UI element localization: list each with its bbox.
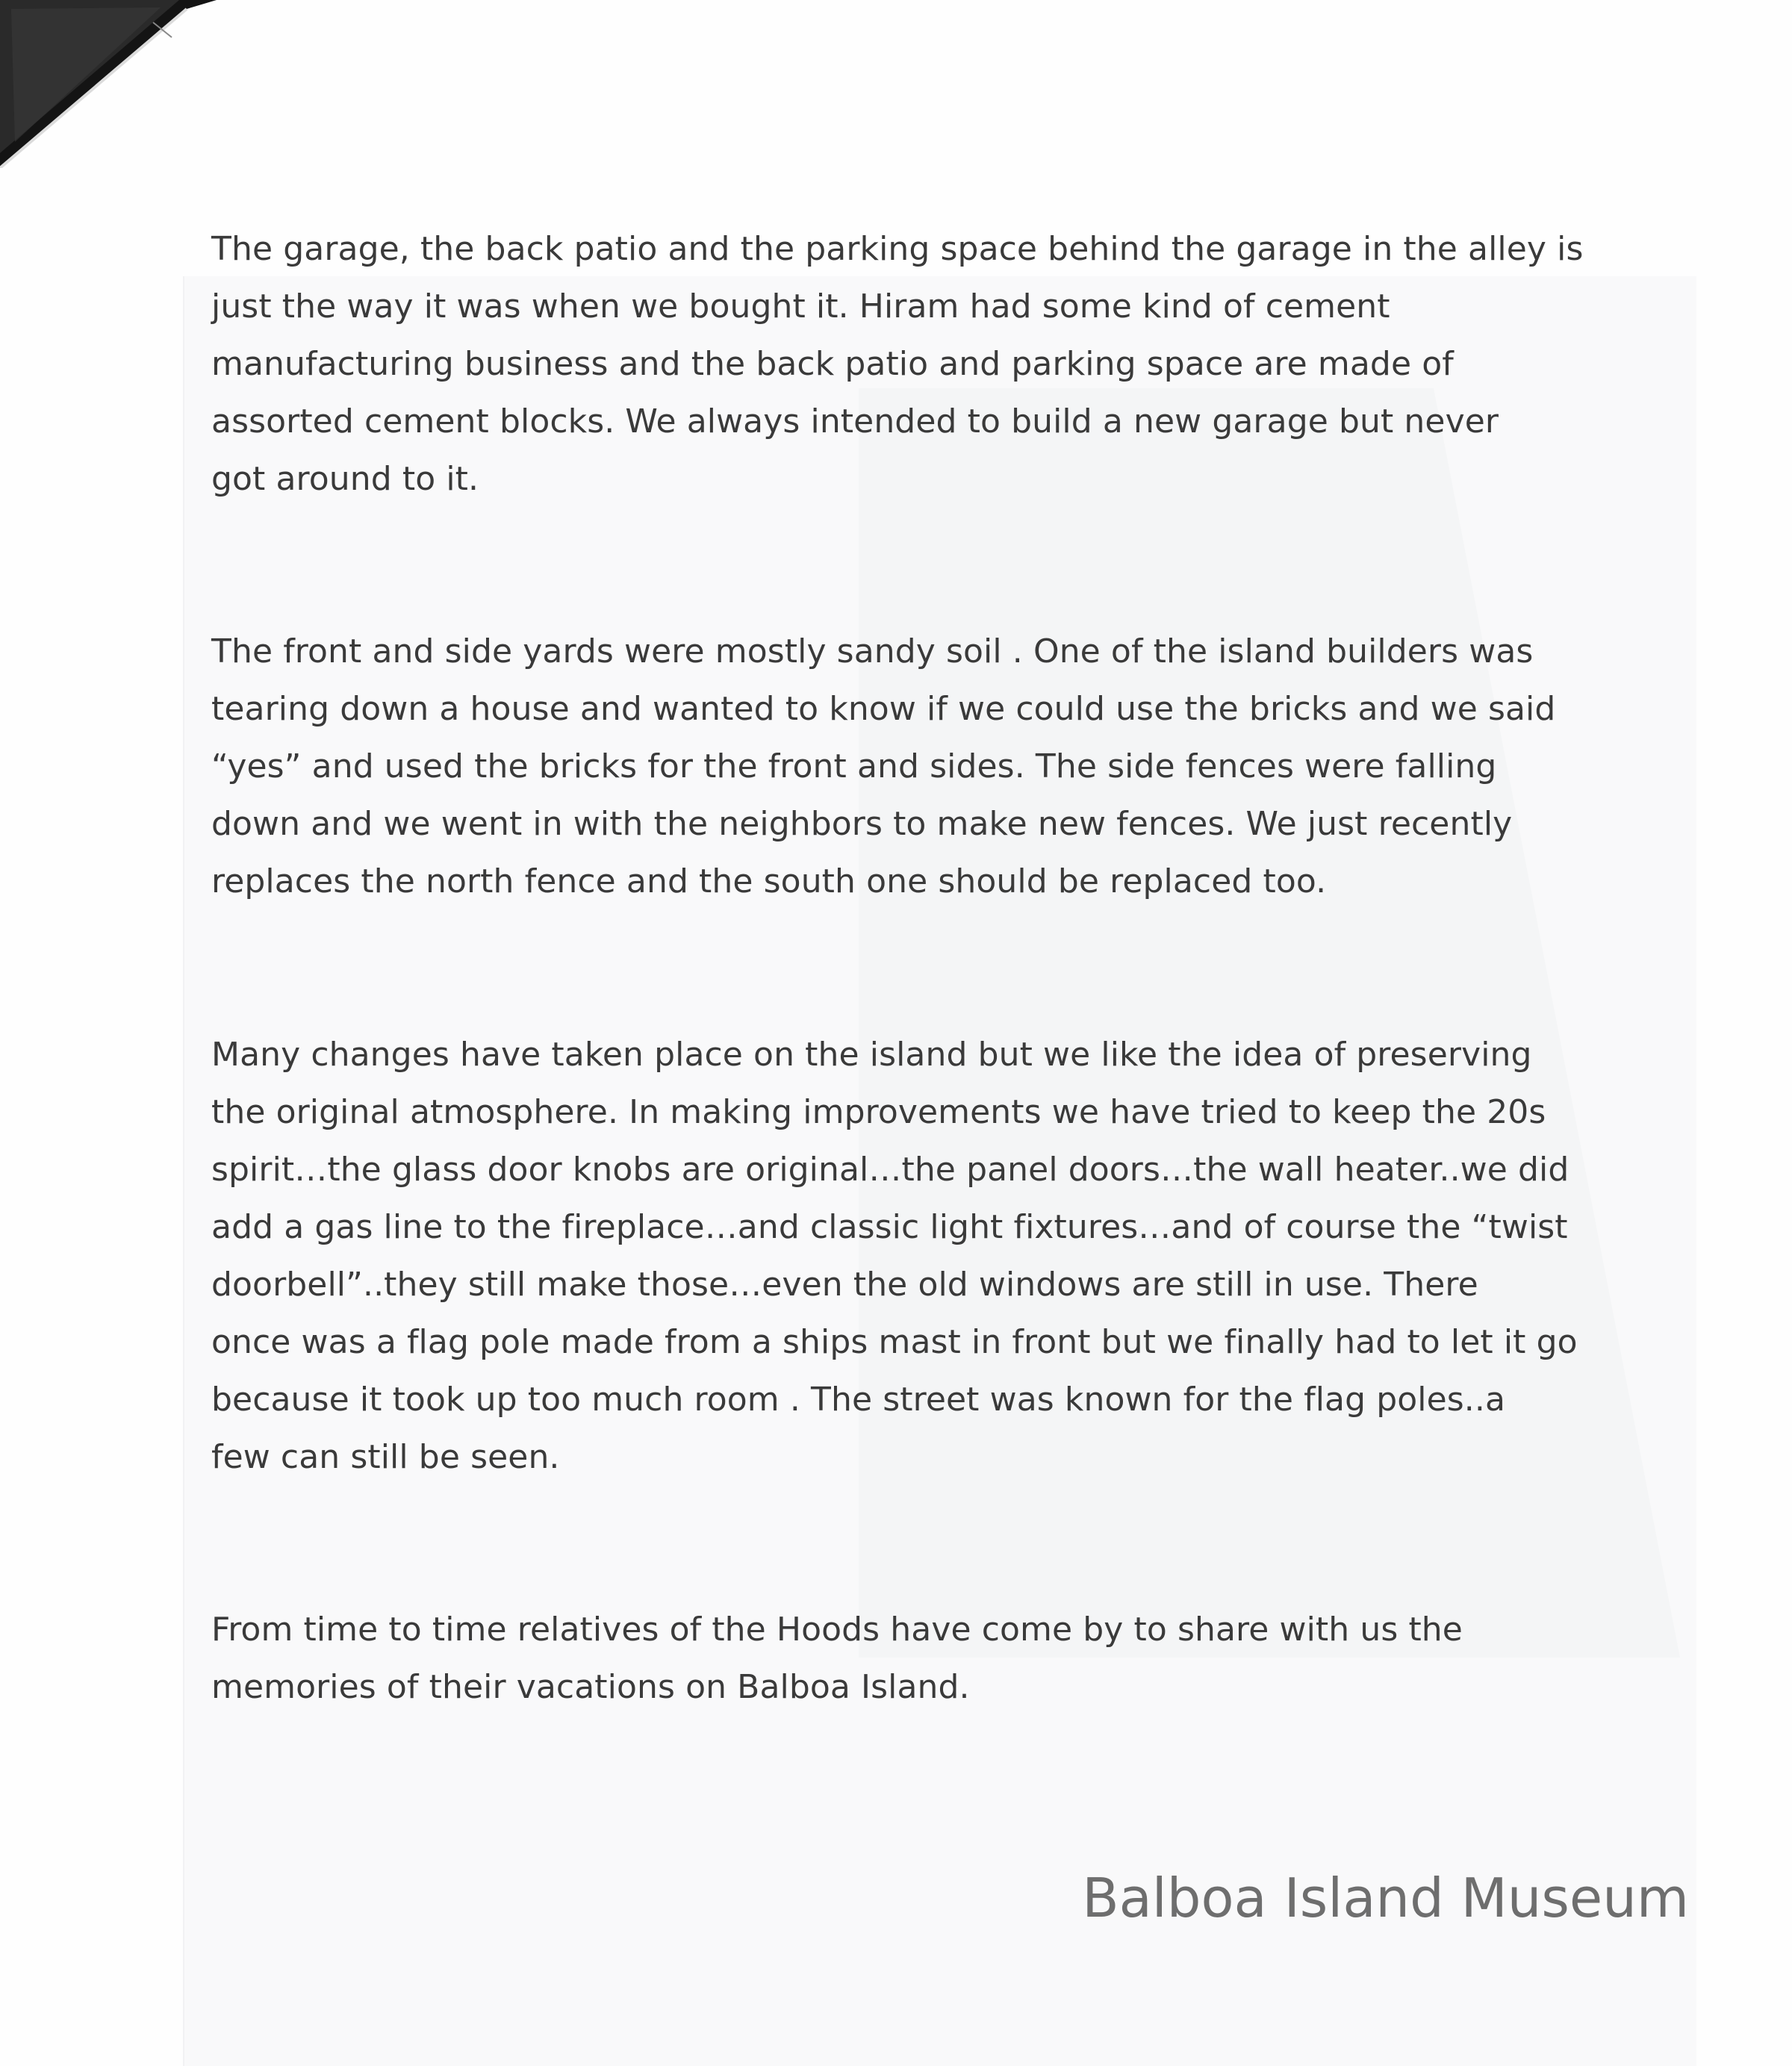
- folded-corner-icon: [0, 0, 217, 168]
- paragraph-yards: The front and side yards were mostly sandy soil . One of the island builders was tearing down a house and wanted to know if we could use the bricks and we said “yes” and used the bricks for the front and sides. The side fences were falling down and we went in with the neighbors to make new fences. We just recently replaces the north fence and the south one should be replaced too.: [211, 632, 1556, 900]
- paragraph-changes: Many changes have taken place on the island but we like the idea of preserving the original atmosphere. In making improvements we have tried to keep the 20s spirit…the glass door knobs are original…the panel doors…the wall heater..we did add a gas line to the fireplace…and classic light fixtures…and of course the “twist doorbell”..they still make those…even the old windows are still in use. There once was a flag pole made from a ships mast in front but we finally had to let it go because it took up too much room . The street was known for the flag poles..a few can still be seen.: [211, 1036, 1578, 1476]
- paragraph-relatives: From time to time relatives of the Hoods have come by to share with us the memories of their vacations on Balboa Island.: [211, 1611, 1463, 1706]
- paragraph-garage: The garage, the back patio and the parking space behind the garage in the alley is just the way it was when we bought it. Hiram had some kind of cement manufacturing business and the back patio and parking space are made of assorted cement blocks. We always intended to build a new garage but never got around to it.: [211, 230, 1584, 498]
- museum-watermark: Balboa Island Museum: [1082, 1867, 1689, 1929]
